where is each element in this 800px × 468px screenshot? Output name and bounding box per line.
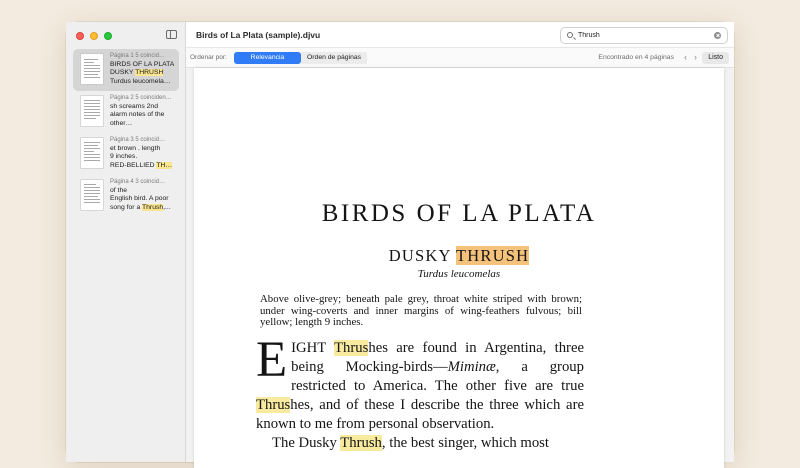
- document-title: Birds of La Plata (sample).djvu: [196, 30, 321, 40]
- sort-relevance-button[interactable]: Relevancia: [234, 52, 301, 64]
- title-bar: [186, 22, 734, 48]
- paragraph-1: EIGHT Thrushes are found in Argentina, three being Mocking-birds—Miminæ, a group restricted to America. The other five are true Thrushes, and of these I describe the three which are known to me from personal observation.: [256, 332, 584, 432]
- paragraph-2: The Dusky Thrush, the best singer, which most: [272, 435, 549, 451]
- search-input[interactable]: [578, 32, 698, 39]
- page-thumbnail: [81, 54, 103, 84]
- result-meta: Página 3 5 coincid…: [110, 137, 166, 143]
- page-latin-name: Turdus leucomelas: [417, 268, 501, 280]
- search-icon: [567, 32, 573, 38]
- match-count: Encontrado en 4 páginas: [598, 54, 674, 61]
- document-canvas[interactable]: [186, 68, 734, 462]
- drop-cap: E: [256, 332, 288, 388]
- result-snippet: BIRDS OF LA PLATA DUSKY THRUSH Turdus leucomela…: [110, 61, 175, 85]
- search-result-page-4[interactable]: [73, 175, 179, 217]
- find-bar: [186, 48, 734, 68]
- result-meta: Página 4 3 coincid…: [110, 179, 166, 185]
- page-species-heading: DUSKY THRUSH: [388, 246, 530, 265]
- search-field[interactable]: [560, 27, 728, 44]
- done-button[interactable]: Listo: [702, 52, 729, 64]
- search-result-page-3[interactable]: [73, 133, 179, 175]
- match-highlight: THRUSH: [135, 69, 164, 77]
- close-window-button[interactable]: [76, 32, 84, 40]
- previous-match-icon[interactable]: ‹: [684, 52, 687, 62]
- current-match-highlight: THRUSH: [456, 246, 530, 265]
- search-results-list: [73, 49, 179, 217]
- result-meta: Página 1 5 coincid…: [110, 53, 166, 59]
- sort-page-order-button[interactable]: Orden de páginas: [301, 52, 367, 64]
- result-snippet: sh screams 2nd alarm notes of the other…: [110, 103, 165, 127]
- result-snippet: of the English bird. A poor song for a Thrush,...: [110, 187, 171, 211]
- page-book-title: BIRDS OF LA PLATA: [321, 200, 597, 227]
- window-controls: [76, 32, 112, 40]
- search-results-sidebar: [66, 22, 186, 462]
- clear-search-icon[interactable]: [714, 32, 721, 39]
- app-window: [66, 22, 734, 462]
- search-result-page-1[interactable]: [73, 49, 179, 91]
- page-description: Above olive-grey; beneath pale grey, throat white striped with brown; under wing-coverts and inner margins of wing-feathers fulvous; bill yellow; length 9 inches.: [260, 293, 582, 328]
- page-thumbnail: [81, 96, 103, 126]
- sort-label: Ordenar por:: [190, 54, 227, 61]
- page-thumbnail: [81, 138, 103, 168]
- page-body-text: [256, 332, 584, 453]
- match-highlight: Thrush: [142, 203, 164, 211]
- match-highlight: TH…: [156, 161, 173, 169]
- result-snippet: et brown . length 9 inches. RED-BELLIED TH…: [110, 145, 173, 169]
- page-thumbnail: [81, 180, 103, 210]
- result-meta: Página 2 5 coinciden…: [110, 95, 172, 101]
- minimize-window-button[interactable]: [90, 32, 98, 40]
- document-page: [194, 68, 724, 468]
- zoom-window-button[interactable]: [104, 32, 112, 40]
- next-match-icon[interactable]: ›: [694, 52, 697, 62]
- sidebar-toggle-icon[interactable]: [166, 30, 177, 39]
- match-highlight: Thrus: [334, 340, 369, 356]
- search-result-page-2[interactable]: [73, 91, 179, 133]
- sort-segmented-control: [234, 52, 367, 64]
- match-highlight: Thrush: [340, 435, 382, 451]
- match-highlight: Thrus: [256, 397, 291, 413]
